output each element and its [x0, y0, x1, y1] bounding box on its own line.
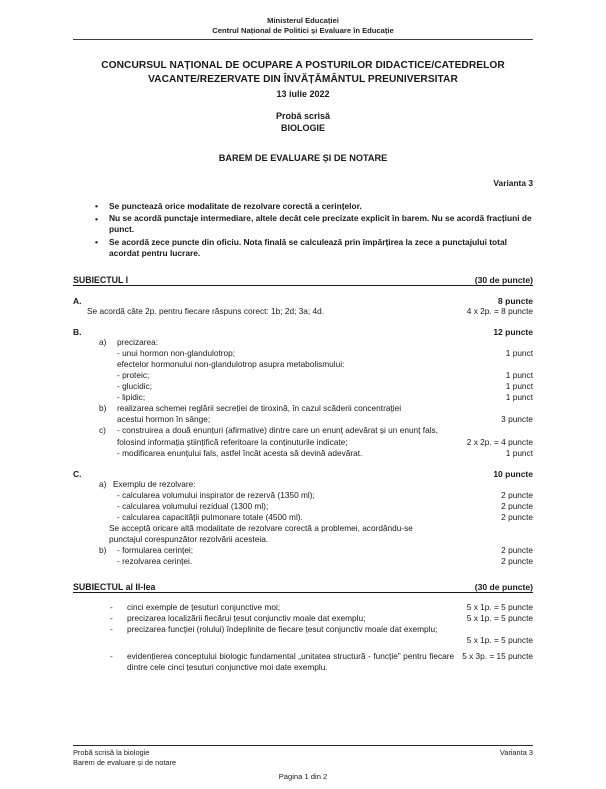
dash-icon: -: [110, 651, 113, 662]
bullet-icon: •: [95, 237, 98, 248]
table-row: [73, 651, 533, 673]
criterion-text: - rezolvarea cerinței.: [117, 555, 193, 566]
criterion-text: precizarea:: [117, 337, 159, 348]
criterion-points: 2 puncte: [501, 555, 533, 566]
criterion-points: 1 punct: [505, 381, 533, 392]
criterion-points: 3 puncte: [501, 414, 533, 425]
item-marker: b): [99, 403, 107, 414]
table-row: [73, 392, 533, 403]
criterion-points: 1 punct: [505, 392, 533, 403]
part-points: 10 puncte: [493, 468, 533, 479]
criterion-points: 2 puncte: [501, 511, 533, 522]
document-sheet: [73, 0, 533, 674]
dash-icon: -: [110, 624, 113, 635]
rule-text: Nu se acordă punctaje intermediare, altele decât cele precizate explicit în barem. Nu se acordă fracțiuni de punct.: [109, 213, 532, 235]
dash-icon: -: [110, 613, 113, 624]
table-row: [73, 403, 533, 414]
document-type: BAREM DE EVALUARE ȘI DE NOTARE: [218, 152, 388, 163]
criterion-points: 5 x 1p. = 5 puncte: [466, 613, 533, 624]
exam-date: 13 iulie 2022: [276, 88, 330, 99]
section-title: SUBIECTUL al II-lea: [73, 581, 156, 592]
criterion-text: acestui hormon în sânge;: [117, 414, 211, 425]
criterion-points: 5 x 3p. = 15 puncte: [462, 651, 533, 662]
criterion-points: 1 punct: [505, 348, 533, 359]
criterion-points: 4 x 2p. = 8 puncte: [466, 306, 533, 317]
criterion-text: Se acceptă oricare altă modalitate de rezolvare corectă a problemei, acordându-se: [109, 522, 413, 533]
table-row: [73, 624, 533, 635]
dash-icon: -: [110, 602, 113, 613]
page-number: Pagina 1 din 2: [278, 771, 328, 781]
part-points: 12 puncte: [493, 327, 533, 338]
part-label: C.: [73, 468, 82, 479]
footer-left-block: [73, 748, 176, 768]
criterion-text: - proteic;: [117, 370, 150, 381]
list-item: [73, 201, 533, 212]
rule-text: Se punctează orice modalitate de rezolvare corectă a cerințelor.: [109, 200, 362, 211]
criterion-points: 2 x 2p. = 4 puncte: [466, 436, 533, 447]
table-row: [73, 523, 533, 534]
section-header-subject-2: [73, 582, 533, 594]
footer-doc-name: Barem de evaluare și de notare: [73, 757, 177, 767]
criterion-points: 2 puncte: [501, 544, 533, 555]
criterion-points: 1 punct: [505, 447, 533, 458]
criterion-text: cinci exemple de țesuturi conjunctive moi;: [127, 602, 281, 613]
table-row: [73, 635, 533, 646]
bullet-icon: •: [95, 201, 98, 212]
criterion-text: - formularea cerinței;: [117, 544, 194, 555]
criterion-text: folosind informația științifică referitoare la conținuturile indicate;: [117, 436, 348, 447]
table-row: [73, 613, 533, 624]
variant-label: Varianta 3: [493, 177, 533, 188]
subject-2-criteria-list: [73, 602, 533, 673]
ministry-name: Ministerul Educației: [267, 16, 339, 25]
item-marker: c): [99, 425, 106, 436]
list-item: [73, 213, 533, 236]
table-row: [73, 545, 533, 556]
table-row: [73, 534, 533, 545]
criterion-text: - lipidic;: [117, 392, 146, 403]
table-row: [73, 479, 533, 490]
table-row: [73, 448, 533, 459]
section-title: SUBIECTUL I: [73, 274, 129, 285]
part-label: B.: [73, 327, 82, 338]
footer-variant: Varianta 3: [499, 748, 533, 757]
part-b-header: [73, 327, 533, 337]
criterion-text: - glucidic;: [117, 381, 153, 392]
table-row: [73, 370, 533, 381]
table-row: [73, 359, 533, 370]
exam-subject: BIOLOGIE: [280, 123, 325, 134]
table-row: [73, 337, 533, 348]
criterion-points: 1 punct: [505, 370, 533, 381]
footer-exam-name: Probă scrisă la biologie: [73, 748, 150, 757]
criterion-text: - modificarea enunțului fals, astfel încât acesta să devină adevărat.: [117, 447, 363, 458]
exam-title-line1: CONCURSUL NAȚIONAL DE OCUPARE A POSTURILOR DIDACTICE/CATEDRELOR: [101, 60, 505, 72]
section-header-subject-1: [73, 275, 533, 287]
criterion-text: evidențierea conceptului biologic fundamental „unitatea structură - funcție” pentru fiecare dintre cele cinci țesuturi conjunctive moi date exemplu.: [127, 651, 455, 673]
criterion-text: - construirea a două enunțuri (afirmative) dintre care un enunț adevărat și un enunț fals,: [117, 425, 438, 436]
criterion-text: - calcularea capacității pulmonare totale (4500 ml).: [117, 511, 303, 522]
section-points: (30 de puncte): [474, 581, 533, 592]
criterion-text: Exemplu de rezolvare:: [113, 478, 196, 489]
table-row: [73, 437, 533, 448]
criterion-text: efectelor hormonului non-glandulotrop asupra metabolismului:: [117, 359, 345, 370]
grading-rules-list: [73, 201, 533, 260]
table-row: [73, 556, 533, 567]
table-row: [73, 512, 533, 523]
criterion-text: precizarea funcției (rolului) îndeplinite de fiecare țesut conjunctiv moale dat exemplu;: [127, 624, 438, 635]
bullet-icon: •: [95, 213, 98, 224]
criterion-points: 5 x 1p. = 5 puncte: [466, 602, 533, 613]
table-row: [73, 414, 533, 425]
table-row: [73, 501, 533, 512]
table-row: [73, 348, 533, 359]
table-row: [73, 306, 533, 317]
table-row: [73, 602, 533, 613]
exam-proba: Probă scrisă: [275, 110, 331, 121]
section-points: (30 de puncte): [474, 274, 533, 285]
criterion-points: 5 x 1p. = 5 puncte: [466, 635, 533, 646]
criterion-points: 2 puncte: [501, 500, 533, 511]
item-marker: b): [99, 544, 107, 555]
rule-text: Se acordă zece puncte din oficiu. Nota finală se calculează prin împărțirea la zece a punctajului total acordat pentru lucrare.: [109, 236, 507, 259]
criterion-text: realizarea schemei reglării secreției de tiroxină, în cazul scăderii concentrației: [117, 403, 402, 414]
item-marker: a): [99, 337, 107, 348]
part-a-header: [73, 296, 533, 306]
list-item: [73, 237, 533, 260]
criterion-text: punctajul corespunzător rezolvării acesteia.: [109, 533, 269, 544]
document-header: [73, 0, 533, 36]
table-row: [73, 490, 533, 501]
part-points: 8 puncte: [498, 296, 533, 307]
title-block: [73, 59, 533, 163]
part-c-header: [73, 469, 533, 479]
header-divider: [73, 39, 533, 40]
item-marker: a): [99, 478, 107, 489]
center-name: Centrul Național de Politici și Evaluare în Educație: [212, 26, 394, 36]
criterion-text: - unui hormon non-glandulotrop;: [117, 348, 236, 359]
criterion-points: 2 puncte: [501, 489, 533, 500]
footer-divider: [73, 745, 533, 746]
criterion-text: precizarea localizării fiecărui țesut conjunctiv moale dat exemplu;: [127, 613, 366, 624]
exam-title-line2: VACANTE/REZERVATE DIN ÎNVĂȚĂMÂNTUL PREUNIVERSITAR: [148, 73, 458, 85]
table-row: [73, 425, 533, 436]
table-row: [73, 381, 533, 392]
criterion-text: Se acordă câte 2p. pentru fiecare răspuns corect: 1b; 2d; 3a; 4d.: [87, 306, 325, 317]
criterion-text: - calcularea volumului inspirator de rezervă (1350 ml);: [117, 489, 315, 500]
document-footer: [73, 745, 533, 782]
criterion-text: - calcularea volumului rezidual (1300 ml);: [117, 500, 269, 511]
part-label: A.: [73, 296, 82, 307]
